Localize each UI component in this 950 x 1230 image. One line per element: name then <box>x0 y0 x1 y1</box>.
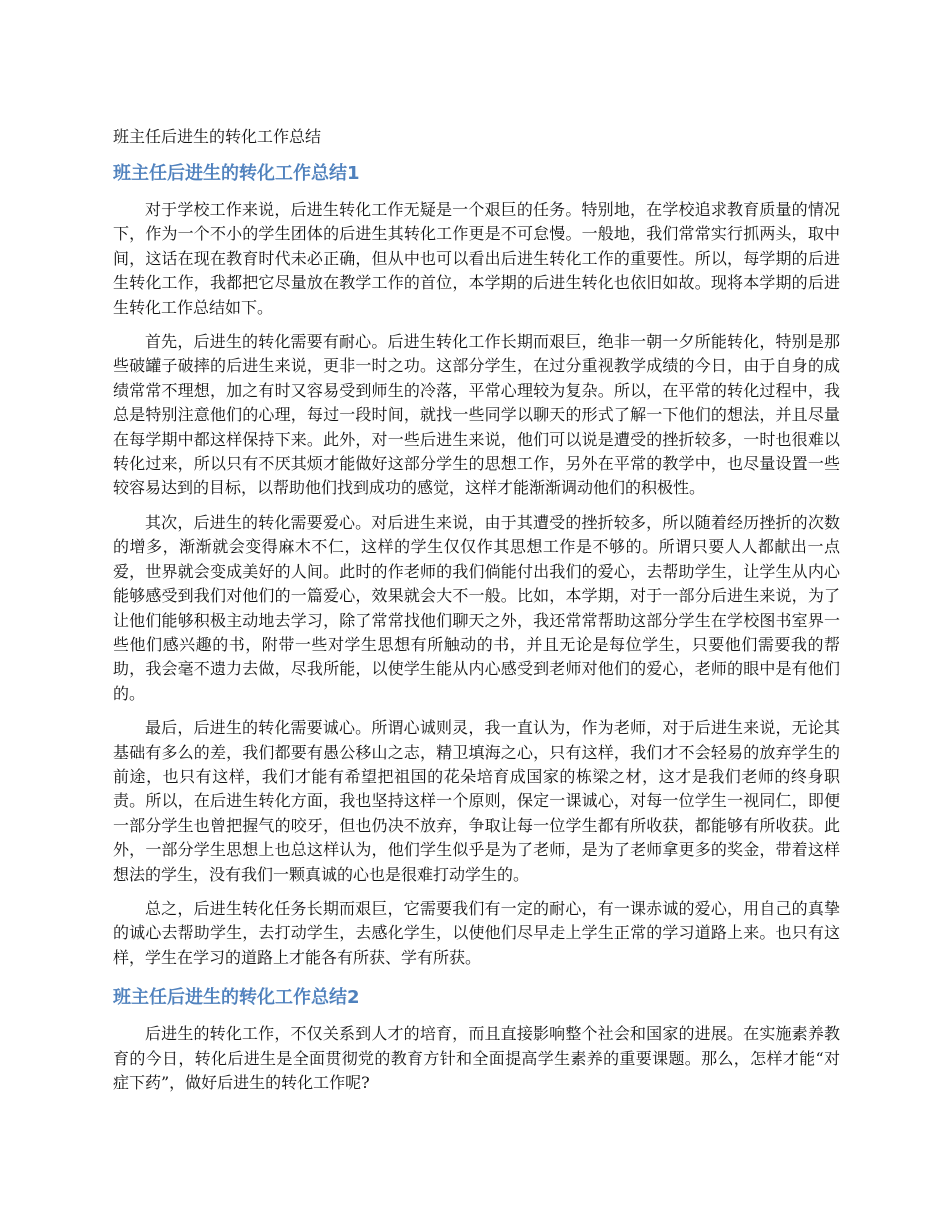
section-heading: 班主任后进生的转化工作总结2 <box>113 987 360 1009</box>
paragraph: 首先，后进生的转化需要有耐心。后进生转化工作长期而艰巨，绝非一朝一夕所能转化，特别是那些破罐子破摔的后进生来说，更非一时之功。这部分学生，在过分重视教学成绩的今日，由于自身的成绩常常不理想，加之有时又容易受到师生的冷落，平常心理较为复杂。所以，在平常的转化过程中，我总是特别注意他们的心理，每过一段时间，就找一些同学以聊天的形式了解一下他们的想法，并且尽量在每学期中都这样保持下来。此外，对一些后进生来说，他们可以说是遭受的挫折较多，一时也很难以转化过来，所以只有不厌其烦才能做好这部分学生的思想工作，另外在平常的教学中，也尽量设置一些较容易达到的目标，以帮助他们找到成功的感觉，这样才能渐渐调动他们的积极性。 <box>113 332 840 498</box>
paragraph: 总之，后进生转化任务长期而艰巨，它需要我们有一定的耐心，有一课赤诚的爱心，用自己的真挚的诚心去帮助学生，去打动学生，去感化学生，以使他们尽早走上学生正常的学习道路上来。也只有这样，学生在学习的道路上才能各有所获、学有所获。 <box>113 898 840 967</box>
paragraph: 最后，后进生的转化需要诚心。所谓心诚则灵，我一直认为，作为老师，对于后进生来说，无论其基础有多么的差，我们都要有愚公移山之志，精卫填海之心，只有这样，我们才不会轻易的放弃学生的前途，也只有这样，我们才能有希望把祖国的花朵培育成国家的栋梁之材，这才是我们老师的终身职责。所以，在后进生转化方面，我也坚持这样一个原则，保定一课诚心，对每一位学生一视同仁，即便一部分学生也曾把握气的咬牙，但也仍决不放弃，争取让每一位学生都有所收获，都能够有所收获。此外，一部分学生思想上也总这样认为，他们学生似乎是为了老师，是为了老师拿更多的奖金，带着这样想法的学生，没有我们一颗真诚的心也是很难打动学生的。 <box>113 718 840 884</box>
paragraph: 其次，后进生的转化需要爱心。对后进生来说，由于其遭受的挫折较多，所以随着经历挫折的次数的增多，渐渐就会变得麻木不仁，这样的学生仅仅作其思想工作是不够的。所谓只要人人都献出一点爱，世界就会变成美好的人间。此时的作老师的我们倘能付出我们的爱心，去帮助学生，让学生从内心能够感受到我们对他们的一篇爱心，效果就会大不一般。比如，本学期，对于一部分后进生来说，为了让他们能够积极主动地去学习，除了常常找他们聊天之外，我还常常帮助这部分学生在学校图书室界一些他们感兴趣的书，附带一些对学生思想有所触动的书，并且无论是每位学生，只要他们需要我的帮助，我会毫不遗力去做，尽我所能，以使学生能从内心感受到老师对他们的爱心，老师的眼中是有他们的。 <box>113 512 840 703</box>
section-1 <box>113 160 840 970</box>
paragraph: 后进生的转化工作，不仅关系到人才的培育，而且直接影响整个社会和国家的进展。在实施素养教育的今日，转化后进生是全面贯彻党的教育方针和全面提高学生素养的重要课题。那么，怎样才能“对症下药”，做好后进生的转化工作呢? <box>113 1024 840 1092</box>
document-page <box>113 124 840 1105</box>
document-title: 班主任后进生的转化工作总结 <box>113 127 322 146</box>
section-heading: 班主任后进生的转化工作总结1 <box>113 163 360 184</box>
section-2 <box>113 984 840 1095</box>
paragraph: 对于学校工作来说，后进生转化工作无疑是一个艰巨的任务。特别地，在学校追求教育质量的情况下，作为一个不小的学生团体的后进生其转化工作更是不可怠慢。一般地，我们常常实行抓两头，取中间，这话在现在教育时代未必正确，但从中也可以看出后进生转化工作的重要性。所以，每学期的后进生转化工作，我都把它尽量放在教学工作的首位，本学期的后进生转化也依旧如故。现将本学期的后进生转化工作总结如下。 <box>113 200 840 317</box>
